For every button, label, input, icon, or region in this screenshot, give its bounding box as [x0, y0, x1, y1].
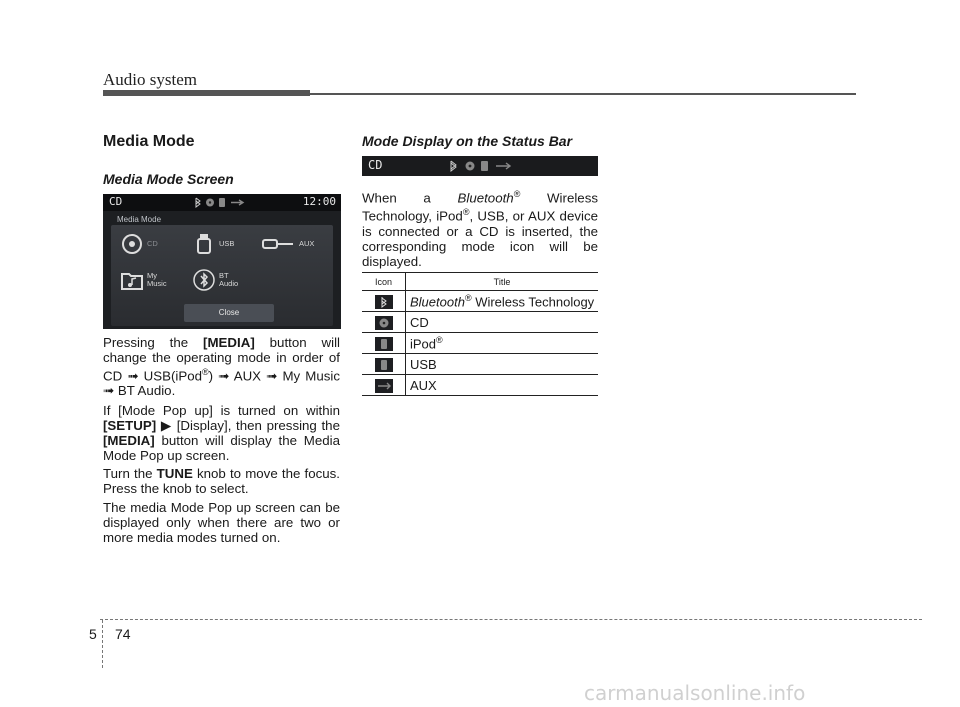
ipod-icon — [375, 337, 393, 351]
triangle-icon: ▶ — [160, 418, 173, 433]
table-header-row — [362, 273, 598, 291]
mode-label: CD — [147, 239, 158, 248]
header-accent-bar — [103, 90, 310, 96]
arrow-icon: ➟ — [266, 368, 278, 384]
usb-icon — [193, 233, 215, 255]
mode-cd — [121, 233, 158, 255]
mode-usb — [193, 233, 234, 255]
cd-icon — [206, 199, 214, 207]
arrow-icon: ➟ — [127, 368, 139, 384]
cd-icon — [121, 233, 143, 255]
subsection-heading: Media Mode Screen — [103, 171, 234, 187]
page-number: 74 — [115, 626, 131, 642]
close-button: Close — [184, 304, 274, 322]
footer-rule — [100, 619, 922, 620]
screen-title: Media Mode — [117, 215, 162, 224]
footer-divider — [102, 620, 103, 668]
table-row: iPod® — [362, 333, 598, 354]
table-row: Bluetooth® Wireless Technology — [362, 291, 598, 312]
status-bar-image — [362, 156, 598, 176]
aux-icon — [496, 163, 510, 169]
section-number: 5 — [89, 626, 97, 642]
screen-clock: 12:00 — [302, 195, 336, 208]
status-source-label: CD — [368, 158, 383, 172]
table-row: AUX — [362, 375, 598, 396]
paragraph-media-order: Pressing the [MEDIA] button will change the operating mode in order of CD ➟ USB(iPod®) ➟ AUX ➟ My Music ➟ BT Audio. — [103, 335, 341, 399]
paragraph-tune-knob: Turn the TUNE knob to move the focus. Press the knob to select. — [103, 466, 340, 496]
mode-aux — [261, 233, 314, 255]
ipod-icon — [219, 198, 225, 207]
column-header-title: Title — [406, 273, 599, 291]
status-icons — [193, 197, 253, 211]
screen-source-label: CD — [109, 195, 123, 208]
bluetooth-icon — [193, 269, 215, 291]
mode-label: AUX — [299, 239, 315, 248]
mode-panel — [111, 225, 333, 326]
cd-icon — [466, 162, 475, 171]
mode-my-music — [121, 269, 167, 291]
paragraph-mode-popup: If [Mode Pop up] is turned on within [SETUP] ▶ [Display], then pressing the [MEDIA] button will display the Media Mode Pop up screen. — [103, 403, 340, 463]
media-mode-screen-image — [103, 194, 341, 329]
subsection-heading-status: Mode Display on the Status Bar — [362, 133, 573, 149]
music-folder-icon — [121, 269, 143, 291]
bluetooth-icon — [196, 198, 200, 207]
usb-icon — [375, 358, 393, 372]
section-heading: Media Mode — [103, 133, 195, 150]
mode-label: BT Audio — [219, 271, 239, 288]
table-row: USB — [362, 354, 598, 375]
cd-icon — [375, 316, 393, 330]
paragraph-popup-condition: The media Mode Pop up screen can be displayed only when there are two or more media modes turned on. — [103, 500, 340, 545]
running-header: Audio system — [103, 70, 197, 89]
ipod-icon — [481, 161, 488, 171]
paragraph-status-intro: When a Bluetooth® Wireless Technology, iPod®, USB, or AUX device is connected or a CD is inserted, the corresponding mode icon will be displayed. — [362, 189, 598, 269]
mode-label: My Music — [147, 271, 167, 288]
watermark: carmanualsonline.info — [584, 681, 806, 705]
header-rule — [310, 93, 856, 95]
aux-icon — [261, 233, 295, 255]
mode-label: USB — [219, 239, 235, 248]
table-row: CD — [362, 312, 598, 333]
icon-title-table — [362, 272, 598, 396]
column-header-icon: Icon — [362, 273, 406, 291]
screen-status-bar — [103, 194, 341, 211]
arrow-icon: ➟ — [103, 383, 115, 399]
aux-icon — [375, 379, 393, 393]
bluetooth-icon — [451, 161, 456, 171]
bluetooth-icon — [375, 295, 393, 309]
mode-bt-audio — [193, 269, 238, 291]
aux-icon — [231, 200, 243, 205]
status-icons — [448, 160, 518, 175]
arrow-icon: ➟ — [218, 368, 230, 384]
